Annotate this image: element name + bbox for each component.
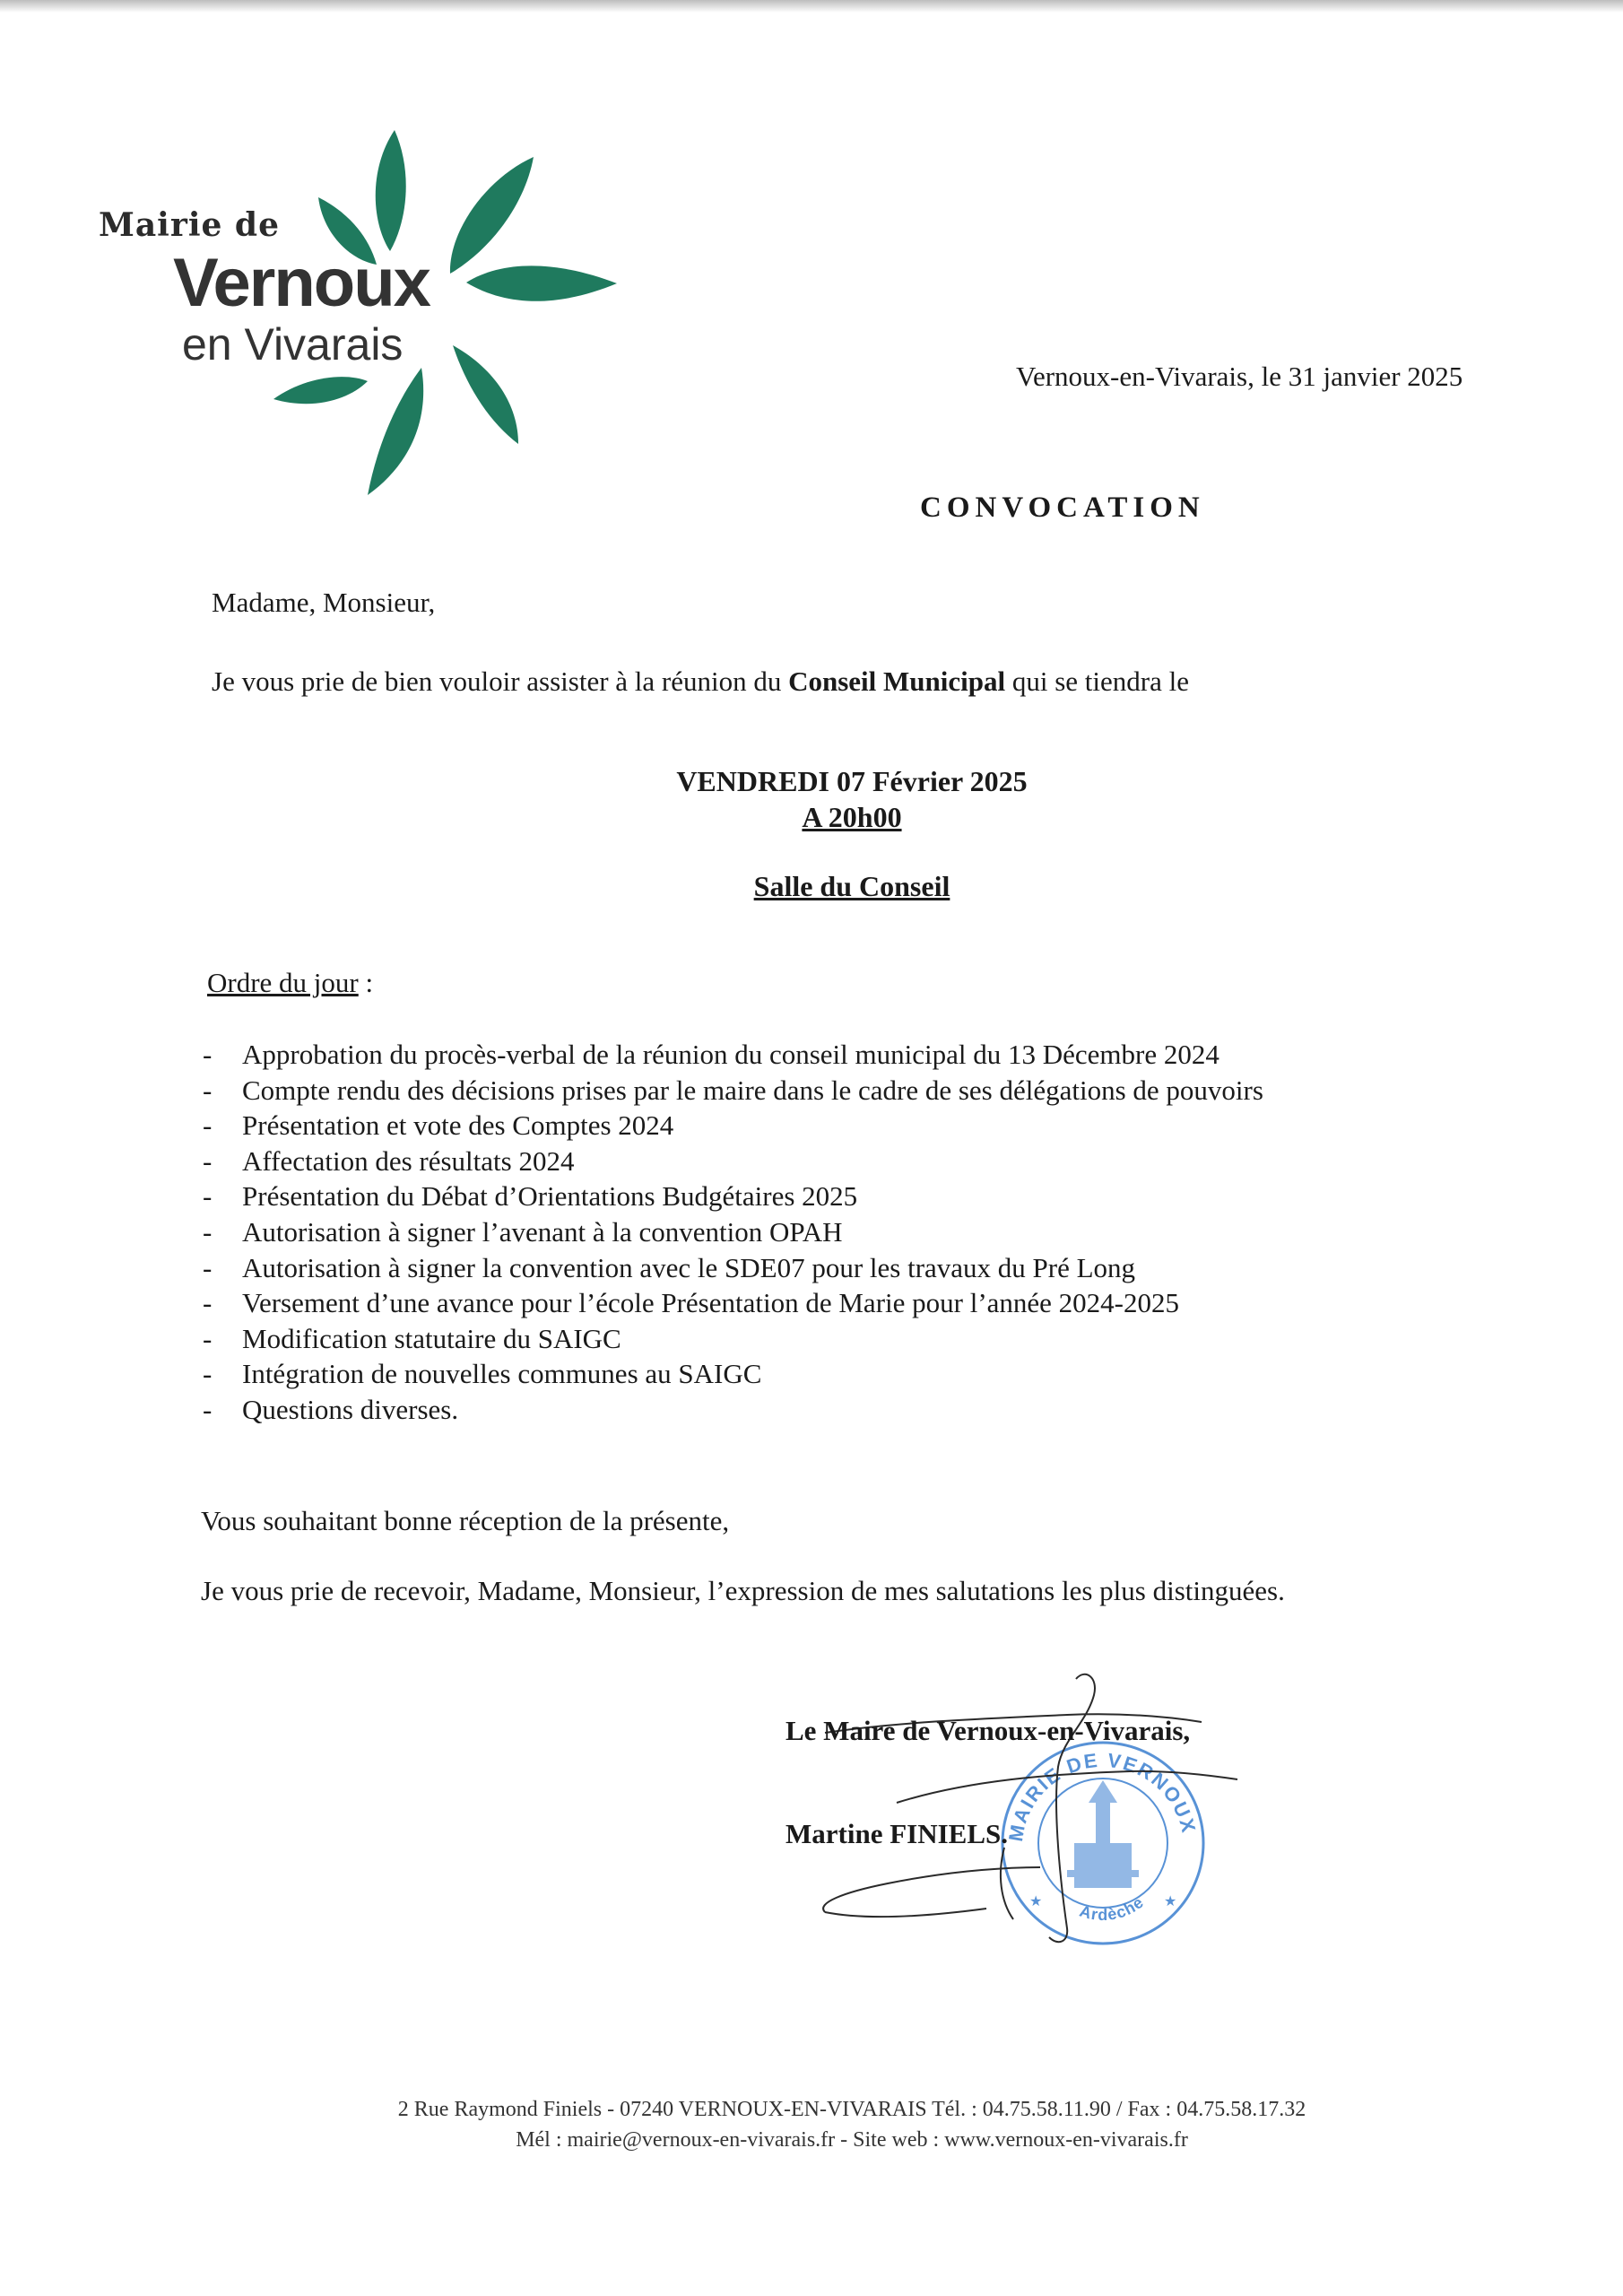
scan-edge [0,0,1623,13]
list-item: - Versement d’une avance pour l’école Présentation de Marie pour l’année 2024-2025 [203,1287,1179,1319]
closing-line-2: Je vous prie de recevoir, Madame, Monsieur, l’expression de mes salutations les plus distinguées. [201,1575,1285,1606]
intro-paragraph: Je vous prie de bien vouloir assister à la réunion du Conseil Municipal qui se tiendra le [212,665,1190,697]
list-item: - Compte rendu des décisions prises par le maire dans le cadre de ses délégations de pouvoirs [203,1074,1263,1106]
logo-line-vernoux: Vernoux [173,245,430,321]
svg-text:MAIRIE DE VERNOUX EN VIVARAIS: MAIRIE DE VERNOUX [1003,1748,1201,1844]
list-item: - Modification statutaire du SAIGC [203,1322,621,1354]
intro-bold: Conseil Municipal [788,665,1006,697]
meeting-room: Salle du Conseil [753,870,950,902]
list-item: - Présentation du Débat d’Orientations Budgétaires 2025 [203,1180,858,1213]
agenda-heading: Ordre du jour : [207,967,374,998]
list-item: - Autorisation à signer la convention avec le SDE07 pour les travaux du Pré Long [203,1251,1136,1283]
letter-title: CONVOCATION [920,491,1205,524]
closing-line-1: Vous souhaitant bonne réception de la présente, [201,1505,730,1536]
footer-contact: Mél : mairie@vernoux-en-vivarais.fr - Site web : www.vernoux-en-vivarais.fr [516,2128,1188,2152]
list-item: - Intégration de nouvelles communes au SAIGC [203,1358,762,1390]
meeting-hour: A 20h00 [802,801,902,833]
mairie-logo [90,126,646,502]
logo-line-mairie: Mairie de [99,206,281,244]
list-item: - Questions diverses. [203,1393,459,1425]
footer-address: 2 Rue Raymond Finiels - 07240 VERNOUX-EN-VIVARAIS Tél. : 04.75.58.11.90 / Fax : 04.75.58.17.32 [397,2098,1306,2121]
handwritten-signature [789,1668,1255,1955]
signatory-title: Le Maire de Vernoux-en-Vivarais, [785,1715,1191,1746]
logo-line-vivarais: en Vivarais [182,319,404,370]
list-item: - Présentation et vote des Comptes 2024 [203,1109,674,1142]
svg-text:★: ★ [1029,1892,1043,1909]
signatory-name: Martine FINIELS. [785,1818,1008,1849]
agenda-list [203,1037,1263,1428]
list-item: - Autorisation à signer l’avenant à la convention OPAH [203,1215,843,1248]
signature-strokes-icon [789,1668,1255,1955]
list-item: - Affectation des résultats 2024 [203,1144,575,1177]
meeting-day: VENDREDI 07 Février 2025 [676,765,1028,797]
svg-text:★: ★ [1164,1892,1177,1909]
list-item: - Approbation du procès-verbal de la réunion du conseil municipal du 13 Décembre 2024 [203,1039,1219,1070]
greeting: Madame, Monsieur, [212,587,436,618]
svg-text:Ardèche: Ardèche [1077,1892,1148,1925]
letter-date: Vernoux-en-Vivarais, le 31 janvier 2025 [1016,361,1463,392]
